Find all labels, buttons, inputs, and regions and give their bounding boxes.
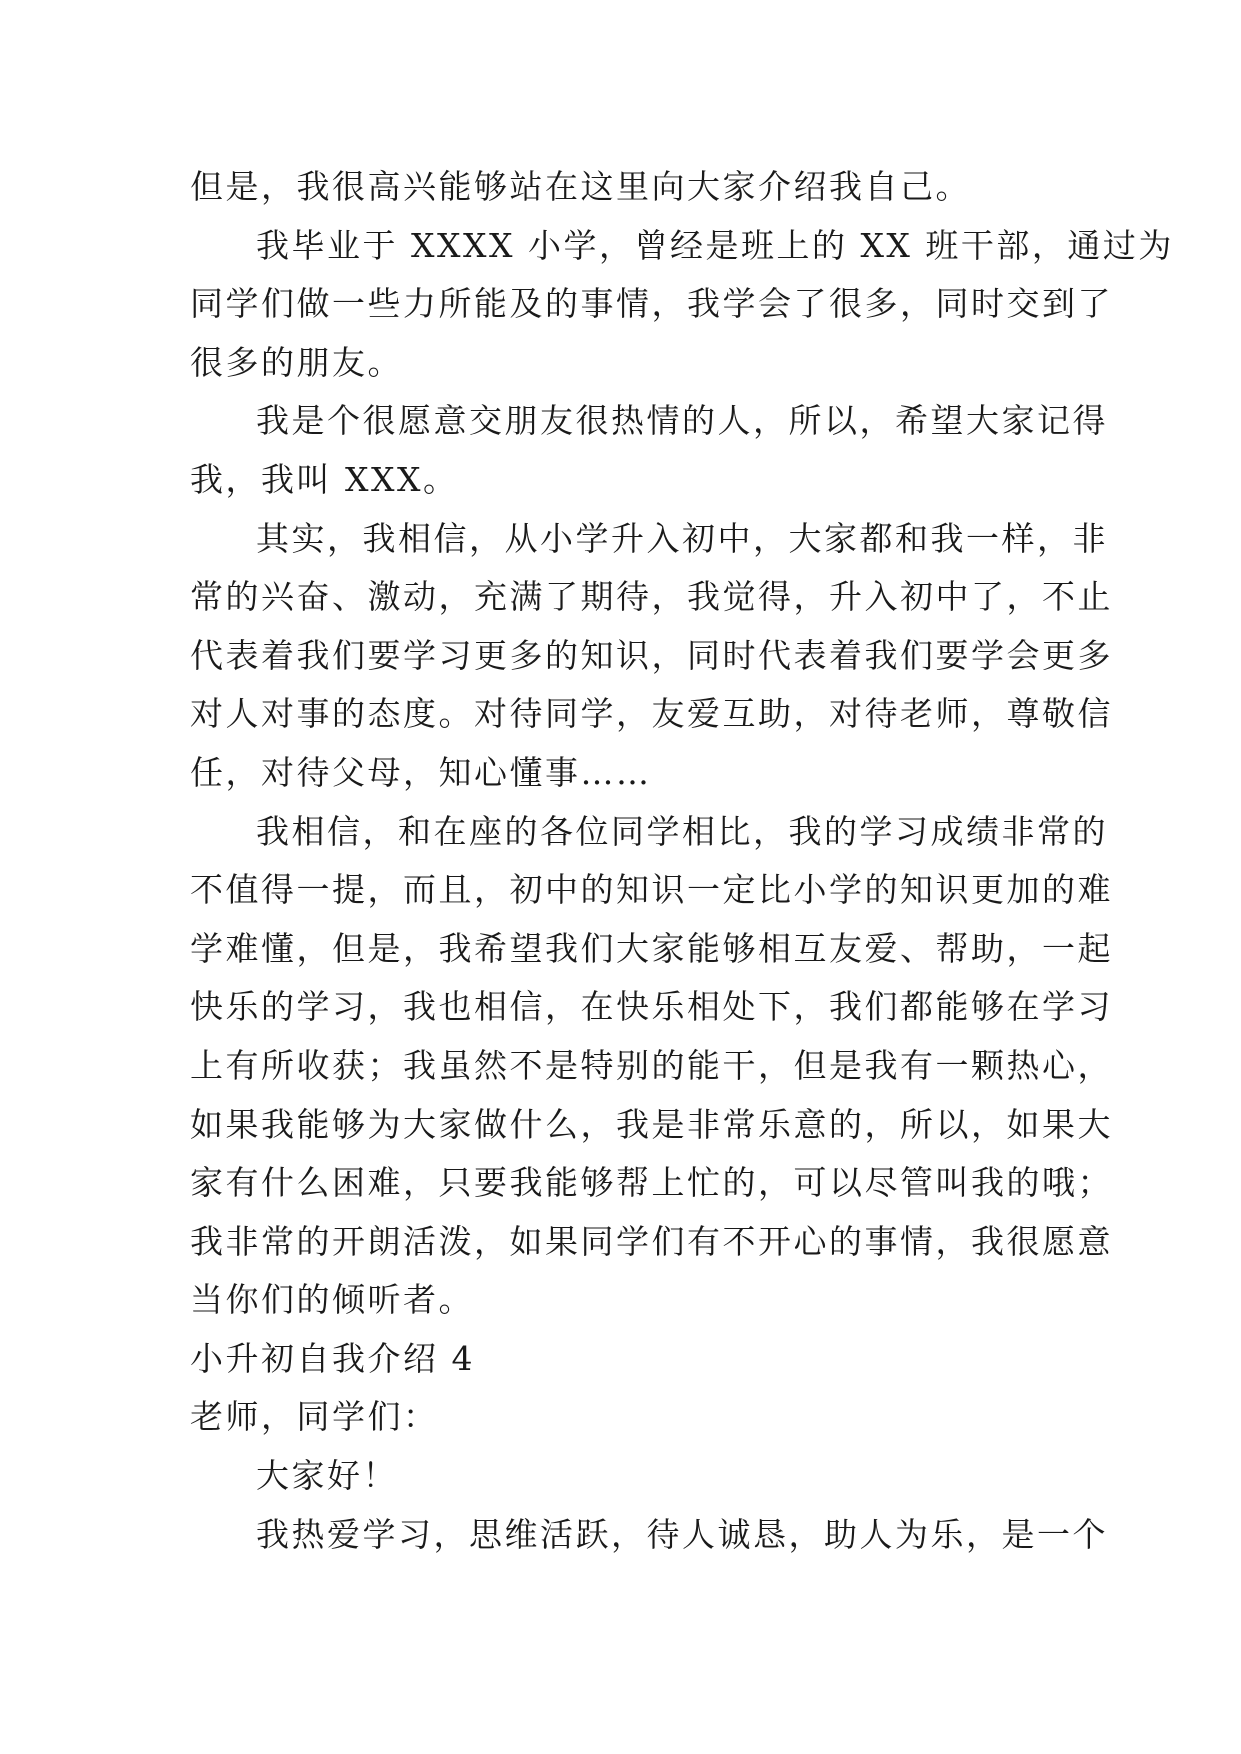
text-line: 如果我能够为大家做什么，我是非常乐意的，所以，如果大 [190,1104,1113,1144]
text-line: 不值得一提，而且，初中的知识一定比小学的知识更加的难 [190,870,1113,910]
text-line: 其实，我相信，从小学升入初中，大家都和我一样，非 [256,518,1108,558]
salutation: 老师，同学们： [190,1397,439,1437]
text-line: 我非常的开朗活泼，如果同学们有不开心的事情，我很愿意 [190,1221,1113,1261]
text-line: 我，我叫 XXX。 [190,459,459,499]
text-line: 快乐的学习，我也相信，在快乐相处下，我们都能够在学习 [190,987,1113,1027]
text-line: 当你们的倾听者。 [190,1280,474,1320]
text-line: 代表着我们要学习更多的知识，同时代表着我们要学会更多 [190,635,1113,675]
text-line: 我是个很愿意交朋友很热情的人，所以，希望大家记得 [256,401,1108,441]
text-line: 我毕业于 XXXX 小学，曾经是班上的 XX 班干部，通过为 [256,225,1174,265]
document-body [190,158,1174,1564]
text-line: 但是，我很高兴能够站在这里向大家介绍我自己。 [190,167,971,206]
text-line: 同学们做一些力所能及的事情，我学会了很多，同时交到了 [190,284,1113,324]
greeting: 大家好！ [256,1456,398,1496]
text-line: 我热爱学习，思维活跃，待人诚恳，助人为乐，是一个 [256,1514,1108,1554]
text-line: 对人对事的态度。对待同学，友爱互助，对待老师，尊敬信 [190,694,1113,734]
section-heading: 小升初自我介绍 4 [190,1338,475,1378]
text-line: 常的兴奋、激动，充满了期待，我觉得，升入初中了，不止 [190,577,1113,617]
text-line: 很多的朋友。 [190,342,403,382]
text-line: 任，对待父母，知心懂事…… [190,752,652,792]
text-line: 家有什么困难，只要我能够帮上忙的，可以尽管叫我的哦； [190,1163,1113,1203]
text-line: 我相信，和在座的各位同学相比，我的学习成绩非常的 [256,811,1108,851]
text-line: 上有所收获；我虽然不是特别的能干，但是我有一颗热心， [190,1045,1113,1085]
text-line: 学难懂，但是，我希望我们大家能够相互友爱、帮助，一起 [190,928,1113,968]
